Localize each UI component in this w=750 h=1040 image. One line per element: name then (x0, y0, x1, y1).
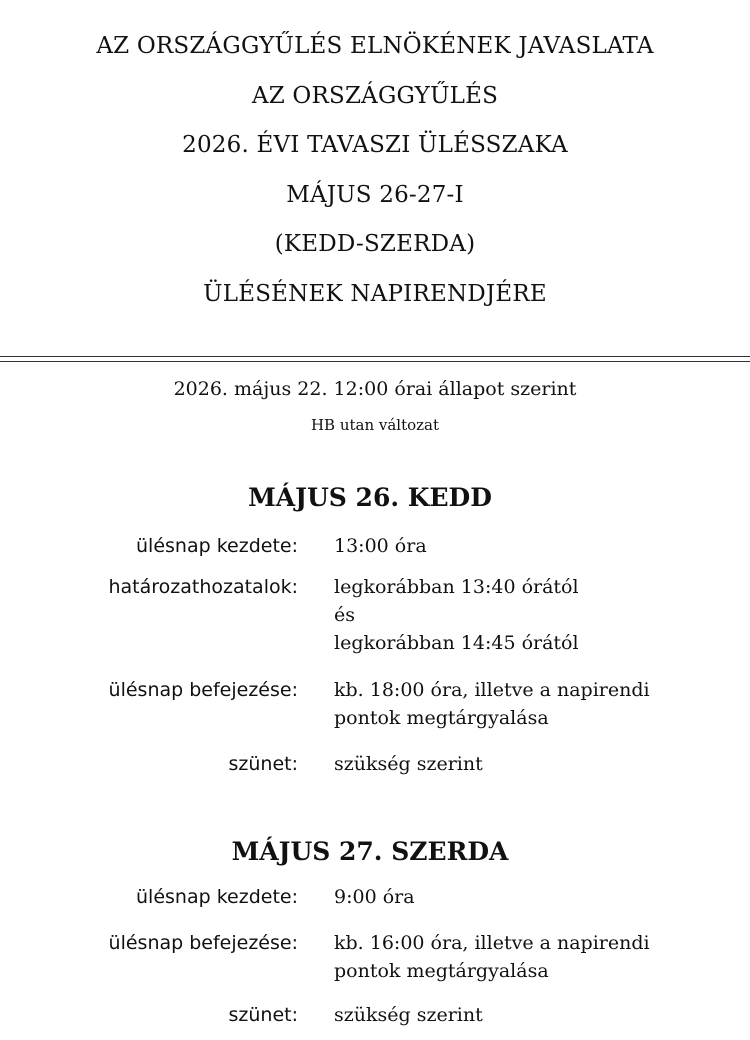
divider-line (0, 361, 750, 362)
title-line: AZ ORSZÁGGYŰLÉS ELNÖKÉNEK JAVASLATA (96, 33, 654, 59)
day-heading-wednesday: MÁJUS 27. SZERDA (231, 837, 509, 866)
title-line: ÜLÉSÉNEK NAPIRENDJÉRE (203, 280, 547, 307)
version-line: HB utan változat (310, 416, 440, 434)
value-line: pontok megtárgyalása (334, 960, 549, 982)
row-label: ülésnap befejezése: (108, 679, 298, 701)
divider-line (0, 356, 750, 357)
row-value (334, 676, 734, 732)
value-line: 9:00 óra (334, 886, 415, 908)
row-label: szünet: (228, 1004, 298, 1026)
row-label: ülésnap kezdete: (136, 886, 298, 908)
title-line: 2026. ÉVI TAVASZI ÜLÉSSZAKA (182, 132, 568, 158)
value-line: és (334, 604, 355, 626)
value-line: legkorábban 13:40 órától (334, 576, 579, 598)
title-line: (KEDD-SZERDA) (274, 231, 476, 257)
row-value (334, 532, 734, 560)
value-line: szükség szerint (334, 1004, 483, 1026)
row-value (334, 929, 734, 985)
row-value (334, 573, 734, 657)
row-label: ülésnap befejezése: (108, 932, 298, 954)
title-line: AZ ORSZÁGGYŰLÉS (251, 82, 499, 109)
row-label: határozathozatalok: (108, 576, 298, 598)
value-line: szükség szerint (334, 753, 483, 775)
row-label: szünet: (228, 753, 298, 775)
row-value (334, 750, 734, 778)
value-line: legkorábban 14:45 órától (334, 632, 579, 654)
row-label: ülésnap kezdete: (136, 535, 298, 557)
row-value (334, 1001, 734, 1029)
day-heading-tuesday: MÁJUS 26. KEDD (248, 483, 492, 512)
status-line: 2026. május 22. 12:00 órai állapot szerint (173, 378, 577, 400)
value-line: pontok megtárgyalása (334, 707, 549, 729)
row-value (334, 883, 734, 911)
value-line: kb. 18:00 óra, illetve a napirendi (334, 679, 650, 701)
document-title (0, 22, 750, 319)
title-line: MÁJUS 26-27-I (286, 181, 464, 208)
value-line: kb. 16:00 óra, illetve a napirendi (334, 932, 650, 954)
value-line: 13:00 óra (334, 535, 427, 557)
